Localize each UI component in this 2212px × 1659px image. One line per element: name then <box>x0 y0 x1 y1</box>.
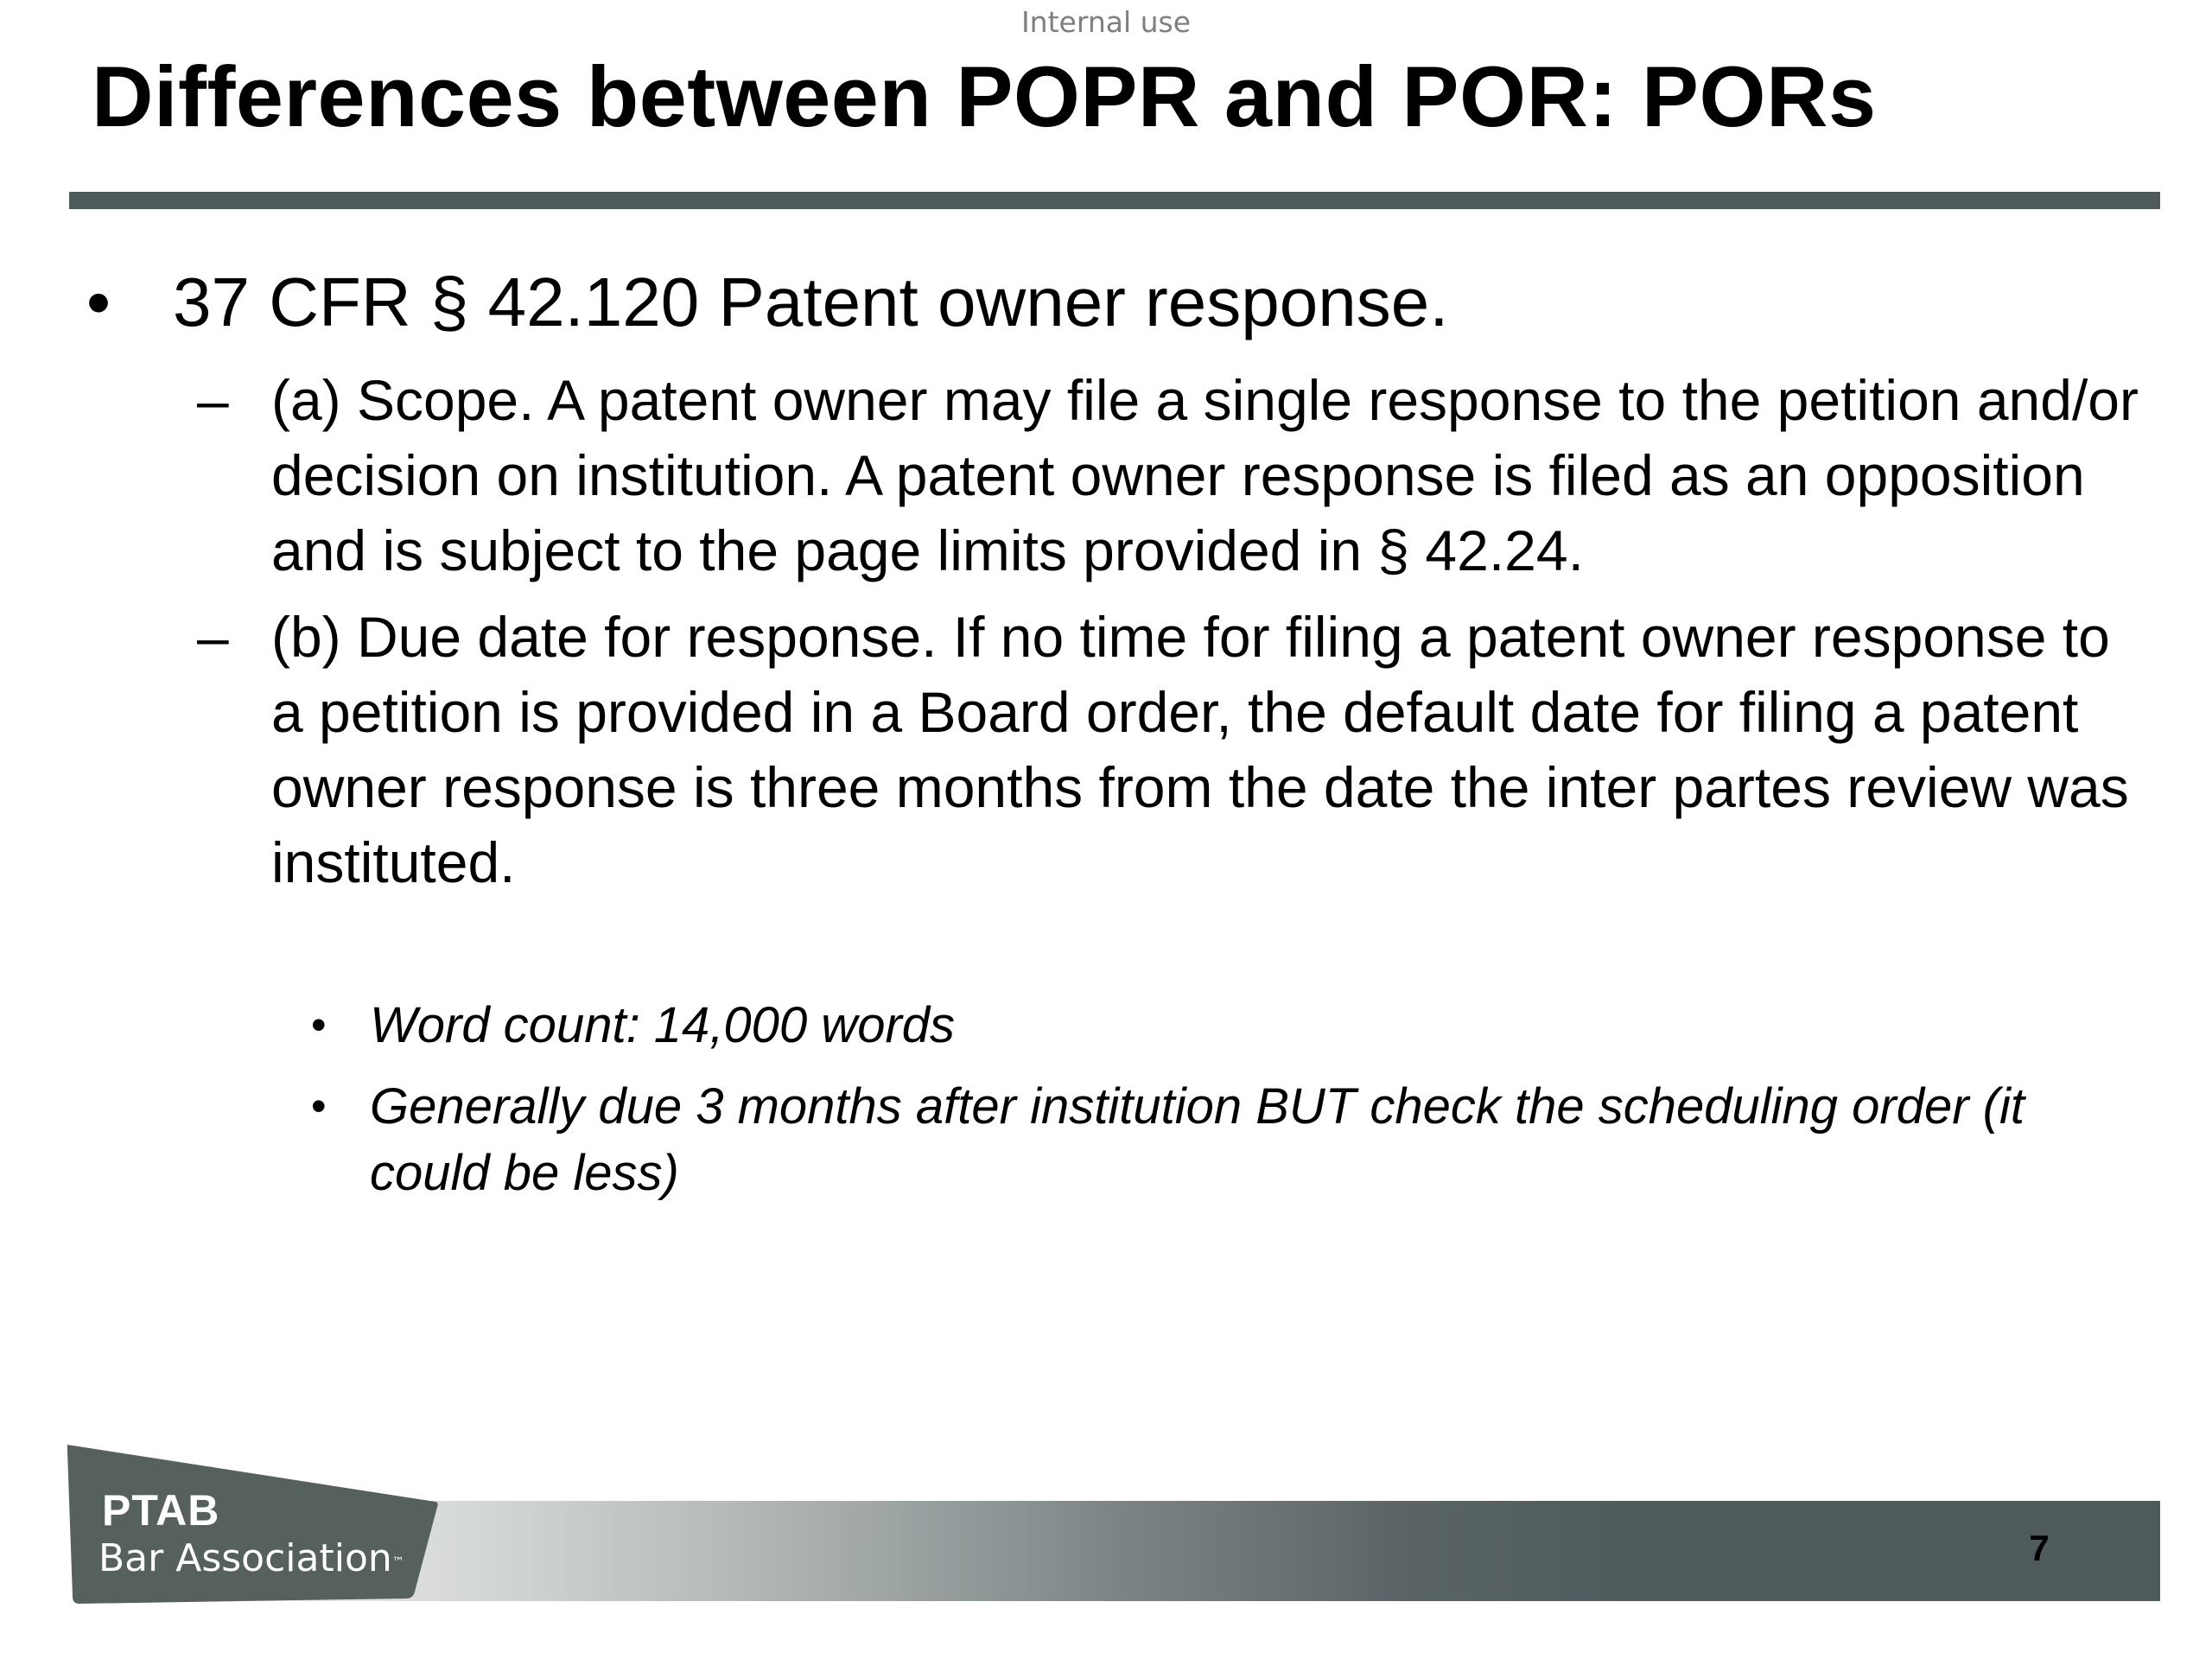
logo-bar-association-text: Bar Association™ <box>99 1536 404 1580</box>
bullet-icon: • <box>86 264 111 340</box>
logo-ptab-text: PTAB <box>102 1486 220 1535</box>
note-text: Generally due 3 months after institution BUT check the scheduling order (it could be less) <box>370 1078 2024 1201</box>
slide-title: Differences between POPR and POR: PORs <box>92 48 1877 144</box>
sub-item-text: (b) Due date for response. If no time for filing a patent owner response to a petition is provided in a Board order, the default date for filing a patent owner response is three months from the date the inter partes review was instituted. <box>271 605 2129 894</box>
main-bullet-text: 37 CFR § 42.120 Patent owner response. <box>173 264 1449 340</box>
trademark-mark: ™ <box>391 1555 404 1569</box>
page-number: 7 <box>2029 1528 2050 1568</box>
footer-bar <box>259 1501 2160 1601</box>
bullet-icon: • <box>311 1001 327 1049</box>
ptab-logo <box>67 1445 439 1604</box>
sub-item-text: (a) Scope. A patent owner may file a single response to the petition and/or decision on institution. A patent owner response is filed as an opposition and is subject to the page limits provided in § 42.24. <box>271 368 2139 582</box>
bullet-icon: • <box>311 1082 327 1130</box>
classification-label: Internal use <box>1020 5 1192 39</box>
dash-icon: – <box>197 605 229 669</box>
dash-icon: – <box>197 368 229 432</box>
title-divider <box>69 192 2160 209</box>
note-text: Word count: 14,000 words <box>370 997 956 1053</box>
